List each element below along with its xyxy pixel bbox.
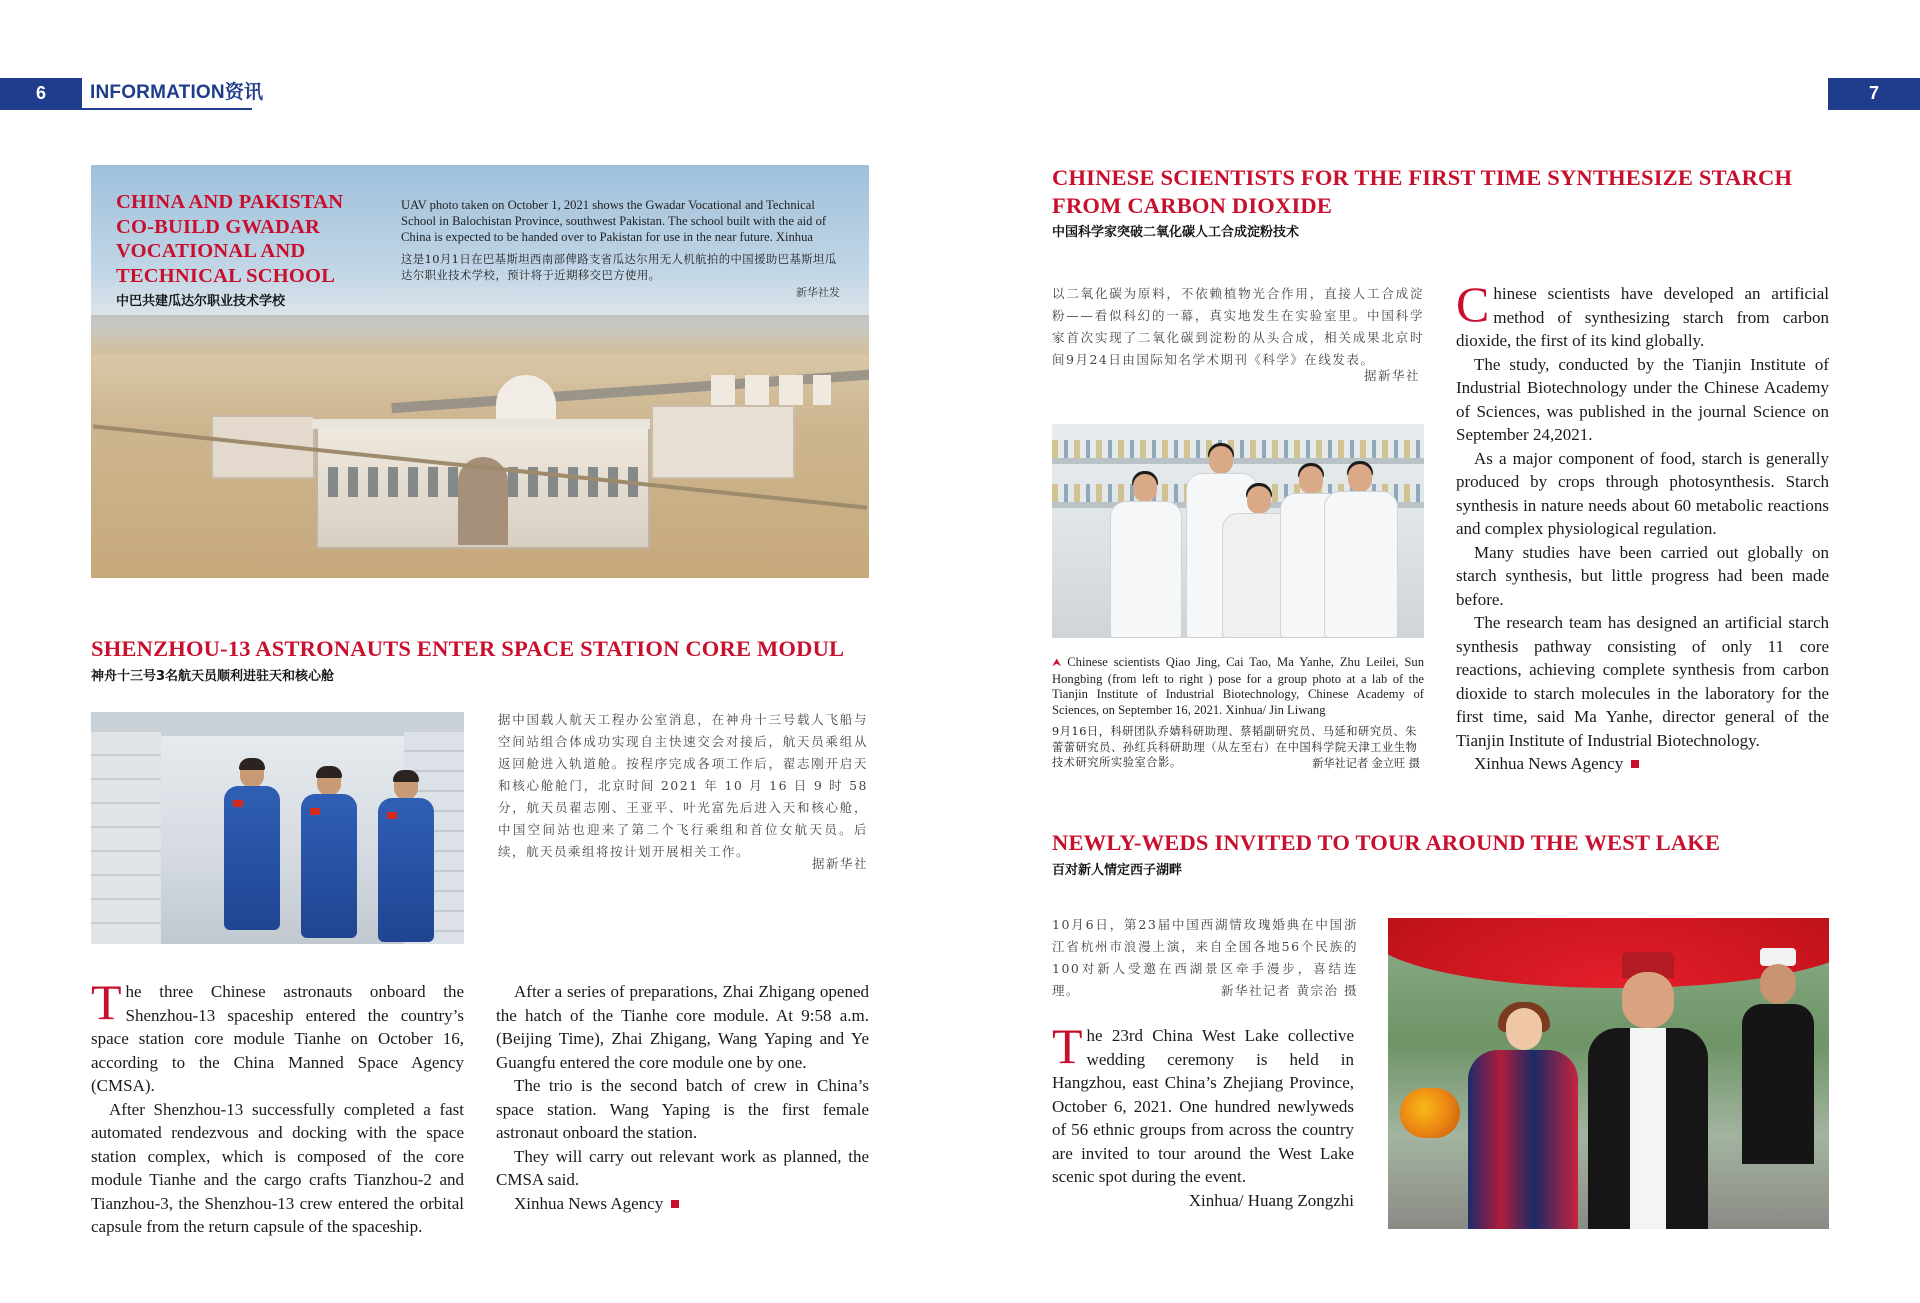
- scientist-head: [1299, 466, 1323, 494]
- guest-figure: [1738, 948, 1818, 1148]
- header-rule-right: [1828, 108, 1920, 110]
- shenzhou-credit-cn: 据新华社: [811, 856, 868, 871]
- westlake-en-column: [1052, 1018, 1354, 1189]
- shenzhou-en-paragraph-1: [91, 974, 464, 1098]
- scientist-coat: [1110, 501, 1182, 638]
- scientist-head: [1348, 464, 1372, 492]
- drop-cap: T: [91, 974, 122, 1030]
- starch-headline: CHINESE SCIENTISTS FOR THE FIRST TIME SYNTHESIZE STARCH FROM CARBON DIOXIDE: [1052, 165, 1793, 218]
- astronaut-figure: [219, 760, 285, 930]
- gwadar-headline: CHINA AND PAKISTAN CO-BUILD GWADAR VOCATIONAL AND TECHNICAL SCHOOL: [116, 191, 344, 287]
- header-rule-left: [0, 108, 252, 110]
- shenzhou-en-column-2: [496, 980, 869, 1215]
- starch-credit-cn: 据新华社: [1363, 368, 1420, 383]
- lab-photo-credit-cn: 新华社记者 金立旺 摄: [1312, 757, 1420, 770]
- lab-photo-caption-en: [1052, 655, 1424, 718]
- scientists-lab-photo: [1052, 424, 1424, 638]
- starch-en-paragraph-3: As a major component of food, starch is generally produced by crops through photosynthesis. Starch synthesis in nature needs about 60 metabolic reactions and complex physiological regulation.: [1456, 448, 1829, 538]
- paragraph-text: he three Chinese astronauts onboard the Shenzhou-13 spaceship entered the country’s space station core module Tianhe on October 16, according to the China Manned Space Agency (CMSA).: [91, 982, 464, 1095]
- guest-body: [1742, 1004, 1814, 1164]
- starch-subtitle-cn: 中国科学家突破二氧化碳人工合成淀粉技术: [1052, 225, 1300, 240]
- flower-bouquet: [1400, 1088, 1460, 1138]
- bride-figure: [1468, 1008, 1578, 1229]
- agency-text: Xinhua News Agency: [1474, 754, 1624, 773]
- building-roof: [312, 419, 650, 429]
- starch-en-column: [1456, 276, 1829, 776]
- starch-body-cn: 以二氧化碳为原料，不依赖植物光合作用，直接人工合成淀粉——看似科幻的一幕，真实地发生在实验室里。中国科学家首次实现了二氧化碳到淀粉的从头合成，相关成果北京时间9月24日由国际知名学术期刊《科学》在线发表。: [1052, 286, 1424, 367]
- shenzhou-agency: [496, 1192, 869, 1216]
- astronaut-flag: [310, 808, 320, 815]
- westlake-wedding-photo: [1388, 918, 1829, 1229]
- shenzhou-en-paragraph-2: After Shenzhou-13 successfully completed a fast automated rendezvous and docking with the space station complex, which is composed of the core module Tianhe and the cargo crafts Tianzhou-2 and Tianzhou-3, the Shenzhou-13 crew entered the orbital capsule from the return capsule of the spaceship.: [91, 1099, 464, 1236]
- right-page-number: 7: [1868, 83, 1879, 103]
- scientist-head: [1133, 474, 1157, 502]
- westlake-credit-cn: 新华社记者 黄宗治 摄: [1221, 983, 1358, 998]
- starch-en-paragraph-1: [1456, 276, 1829, 353]
- paragraph-text: hinese scientists have developed an artificial method of synthesizing starch from carbon dioxide, the first of its kind globally.: [1456, 284, 1829, 350]
- shenzhou-en-paragraph-3: After a series of preparations, Zhai Zhigang opened the hatch of the Tianhe core module. At 9:58 a.m. (Beijing Time), Zhai Zhigang, Wang Yaping and Ye Guangfu entered the core module one by one.: [496, 982, 869, 1072]
- astronaut-hair: [316, 766, 342, 778]
- shenzhou-headline: SHENZHOU-13 ASTRONAUTS ENTER SPACE STATION CORE MODUL: [91, 636, 845, 661]
- right-page-number-bar: [1828, 78, 1920, 108]
- scientist-figure: [1324, 464, 1396, 638]
- scientist-coat: [1324, 491, 1398, 638]
- photo-houses: [711, 375, 831, 405]
- gwadar-caption-credit: 新华社发: [796, 286, 840, 299]
- shenzhou-en-paragraph-4: The trio is the second batch of crew in China’s space station. Wang Yaping is the first female astronaut onboard the station.: [496, 1076, 869, 1142]
- photo-right-wing: [651, 405, 795, 479]
- shenzhou-en-paragraph-5: They will carry out relevant work as planned, the CMSA said.: [496, 1146, 869, 1189]
- astronaut-suit: [224, 786, 280, 930]
- astronauts-photo: [91, 712, 464, 944]
- scientist-head: [1247, 486, 1271, 514]
- astronaut-suit: [301, 794, 357, 938]
- westlake-headline: NEWLY-WEDS INVITED TO TOUR AROUND THE WEST LAKE: [1052, 830, 1721, 855]
- bride-head: [1506, 1008, 1542, 1050]
- lab-photo-caption-cn: 9月16日，科研团队乔婧科研助理、蔡韬副研究员、马延和研究员、朱蕾蕾研究员、孙红兵科研助理（从左至右）在中国科学院天津工业生物技术研究所实验室合影。: [1052, 725, 1418, 769]
- astronaut-flag: [387, 812, 397, 819]
- shenzhou-en-column-1: [91, 974, 464, 1239]
- astronaut-hair: [393, 770, 419, 782]
- groom-head: [1622, 972, 1674, 1028]
- module-panel-left: [91, 732, 161, 944]
- agency-text: Xinhua News Agency: [514, 1193, 664, 1213]
- gwadar-caption-en: UAV photo taken on October 1, 2021 shows the Gwadar Vocational and Technical School in Balochistan Province, southwest Pakistan. The school built with the aid of China is expected to be handed over to Pakistan for use in the near future. Xinhua: [401, 198, 827, 244]
- astronaut-flag: [233, 800, 243, 807]
- arrow-up-icon: ⮝: [1052, 657, 1062, 669]
- drop-cap: C: [1456, 276, 1490, 332]
- groom-figure: [1578, 958, 1718, 1229]
- westlake-body-cn: 10月6日，第23届中国西湖情玫瑰婚典在中国浙江省杭州市浪漫上演，来自全国各地56个民族的100对新人受邀在西湖景区牵手漫步，喜结连理。: [1052, 917, 1358, 998]
- drop-cap: T: [1052, 1018, 1083, 1074]
- photo-hills: [91, 315, 869, 355]
- astronaut-figure: [296, 768, 362, 938]
- westlake-en-paragraph-1: [1052, 1018, 1354, 1189]
- astronaut-figure: [373, 772, 439, 942]
- guest-head: [1760, 964, 1796, 1004]
- shenzhou-body-cn: 据中国载人航天工程办公室消息，在神舟十三号载人飞船与空间站组合体成功实现自主快速交会对接后，航天员乘组从返回舱进入轨道舱。按程序完成各项工作后，翟志刚开启天和核心舱舱门，北京时间 2021 年 10 月 16 日 9 时 58 分，航天员翟志刚、王亚平、叶光富先后进入天和核心舱，中国空间站也迎来了第二个飞行乘组和首位女航天员。后续，航天员乘组将按计划开展相关工作。: [498, 712, 868, 859]
- left-page-number: 6: [35, 83, 46, 103]
- left-page-number-bar: [0, 78, 82, 108]
- gwadar-caption-cn: 这是10月1日在巴基斯坦西南部俾路支省瓜达尔用无人机航拍的中国援助巴基斯坦瓜达尔职业技术学校，预计将于近期移交巴方使用。: [401, 252, 837, 282]
- astronaut-suit: [378, 798, 434, 942]
- caption-text: Chinese scientists Qiao Jing, Cai Tao, Ma Yanhe, Zhu Leilei, Sun Hongbing (from left to right ) pose for a group photo at a lab of the Tianjin Institute of Industrial Biotechnology, Chinese Academy of Sciences, on September 16, 2021. Xinhua/ Jin Liwang: [1052, 655, 1424, 717]
- groom-vest: [1588, 1028, 1708, 1229]
- photo-main-building: [316, 425, 650, 549]
- section-label: INFORMATION资讯: [90, 82, 264, 103]
- starch-en-paragraph-5: The research team has designed an artificial starch synthesis pathway consisting of only 11 core reactions, achieving complete synthesis from carbon dioxide to starch molecules in the laboratory for the first time, said Ma Yanhe, director general of the Tianjin Institute of Industrial Biotechnology.: [1456, 613, 1829, 750]
- end-square-icon: [671, 1200, 679, 1208]
- scientist-figure: [1110, 474, 1180, 638]
- shenzhou-subtitle-cn: 神舟十三号3名航天员顺利进驻天和核心舱: [91, 669, 335, 684]
- westlake-subtitle-cn: 百对新人情定西子湖畔: [1052, 863, 1183, 878]
- starch-en-paragraph-4: Many studies have been carried out globally on starch synthesis, but little progress had been made before.: [1456, 542, 1829, 609]
- scientist-head: [1209, 446, 1233, 474]
- westlake-credit-en: Xinhua/ Huang Zongzhi: [1188, 1191, 1354, 1210]
- bride-dress: [1468, 1050, 1578, 1229]
- paragraph-text: he 23rd China West Lake collective wedding ceremony is held in Hangzhou, east China’s Zhejiang Province, October 6, 2021. One hundred newlyweds of 56 ethnic groups from across the country are invited to tour around the West Lake scenic spot during the event.: [1052, 1026, 1354, 1186]
- gwadar-subtitle-cn: 中巴共建瓜达尔职业技术学校: [116, 294, 286, 309]
- starch-agency: [1456, 752, 1829, 776]
- astronaut-hair: [239, 758, 265, 770]
- starch-en-paragraph-2: The study, conducted by the Tianjin Institute of Industrial Biotechnology under the Chinese Academy of Sciences, was published in the journal Science on September 24,2021.: [1456, 354, 1829, 444]
- end-square-icon: [1631, 760, 1639, 768]
- photo-dome: [496, 375, 556, 423]
